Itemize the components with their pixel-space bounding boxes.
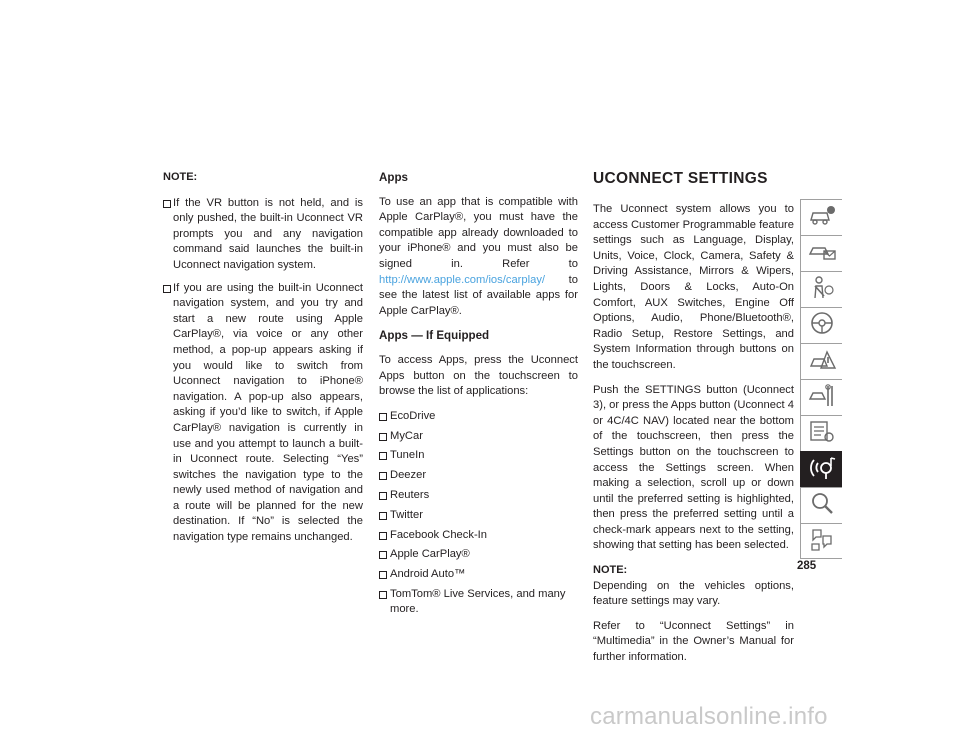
languages-icon [807, 526, 837, 557]
vehicle-info-icon [807, 202, 837, 233]
service-tools-icon [807, 382, 837, 413]
right-column [593, 170, 794, 675]
note-text: Depending on the vehicles options, feature settings may vary. [593, 579, 794, 608]
note-label: NOTE: [163, 171, 198, 183]
page-number: 285 [797, 560, 817, 572]
specifications-icon [807, 418, 837, 449]
checkbox-bullet-icon [379, 492, 387, 500]
chapter-tab[interactable] [800, 451, 842, 487]
settings-paragraph: The Uconnect system allows you to access Customer Programmable feature settings such as Language, Display, Units, Voice, Clock, Camera, Safety & Driving Assistance, Mirrors & Wipers, Lights, Doors & Locks, Auto-On Comfort, AUX Switches, Engine Off Options, Audio, Phone/Bluetooth®, Radio Setup, Restore Settings, and System Information through buttons on the touchscreen. [593, 203, 794, 371]
note-bullet-text: If you are using the built-in Uconnect navigation system, and you try and start a new route using Apple CarPlay®, via voice or any other method, a pop-up appears asking if you would like to switch from Uconnect navigation to iPhone® navigation. A pop-up also appears, asking if you’d like to switch, if Apple CarPlay® navigation is currently in use and you attempt to launch a built-in Uconnect route. Selecting “Yes” switches the navigation type to the newly used method of navigation and a route will be planned for the new destination. If “No” is selected the navigation type remains unchanged. [173, 281, 363, 544]
checkbox-bullet-icon [379, 413, 387, 421]
apps-heading: Apps [379, 171, 408, 184]
list-item [379, 587, 578, 616]
chapter-tab[interactable] [800, 487, 842, 523]
checkbox-bullet-icon [379, 591, 387, 599]
list-item [379, 508, 578, 523]
section-title: UCONNECT SETTINGS [593, 170, 768, 187]
settings-paragraph: Refer to “Uconnect Settings” in “Multimedia” in the Owner’s Manual for further information. [593, 619, 794, 664]
envelope-icon [807, 238, 837, 269]
app-list [379, 409, 578, 616]
note-label: NOTE: [593, 564, 628, 577]
middle-column [379, 170, 578, 616]
app-name: Twitter [390, 508, 423, 521]
app-name: Facebook Check-In [390, 528, 488, 541]
app-name: TomTom® Live Services, and many more. [390, 587, 566, 616]
app-name: Apple CarPlay® [390, 548, 470, 561]
chapter-tab[interactable] [800, 343, 842, 379]
apps-paragraph [379, 195, 578, 320]
chapter-tab[interactable] [800, 307, 842, 343]
checkbox-bullet-icon [379, 532, 387, 540]
watermark: carmanualsonline.info [590, 703, 828, 730]
checkbox-bullet-icon [379, 452, 387, 460]
list-item [379, 488, 578, 503]
checkbox-bullet-icon [379, 571, 387, 579]
checkbox-bullet-icon [379, 433, 387, 441]
search-icon [807, 490, 837, 521]
apps-text: to see the latest list of available apps for Apple CarPlay®. [379, 273, 578, 317]
chapter-tab[interactable] [800, 235, 842, 271]
chapter-tab[interactable] [800, 379, 842, 415]
apps-equipped-heading: Apps — If Equipped [379, 329, 490, 343]
list-item [379, 547, 578, 562]
checkbox-bullet-icon [379, 512, 387, 520]
settings-paragraph: Push the SETTINGS button (Uconnect 3), or press the Apps button (Uconnect 4 or 4C/4C NAV) located near the bottom of the touchscreen, then press the Settings button on the touchscreen to access the Settings screen. When making a selection, scroll up or down until the preferred setting is highlighted, then press the preferred setting until a check-mark appears next to the setting, showing that setting has been selected. [593, 383, 794, 552]
list-item [379, 567, 578, 582]
checkbox-bullet-icon [163, 200, 171, 208]
checkbox-bullet-icon [163, 285, 171, 293]
app-name: Deezer [390, 469, 427, 482]
note-bullet-text: If the VR button is not held, and is only pushed, the built-in Uconnect VR prompts you and any navigation command said launches the built-in Uconnect navigation system. [173, 196, 363, 271]
list-item [379, 409, 578, 424]
steering-wheel-icon [807, 310, 837, 341]
multimedia-icon [807, 454, 837, 485]
app-name: TuneIn [390, 449, 425, 462]
app-name: Reuters [390, 488, 430, 501]
apps-text: To use an app that is compatible with Apple CarPlay®, you must have the compatible app already downloaded to your iPhone® and you must also be signed in. Refer to [379, 195, 578, 270]
chapter-tab[interactable] [800, 415, 842, 451]
app-name: EcoDrive [390, 409, 436, 422]
warning-vehicle-icon [807, 346, 837, 377]
left-column [163, 170, 363, 553]
chapter-tab[interactable] [800, 271, 842, 307]
list-item [379, 528, 578, 543]
list-item [379, 448, 578, 463]
note-bullet [163, 196, 363, 274]
list-item [379, 468, 578, 483]
app-name: Android Auto™ [390, 568, 466, 581]
chapter-tabs [800, 199, 842, 559]
carplay-link[interactable]: http://www.apple.com/ios/carplay/ [379, 273, 546, 286]
note-bullet [163, 281, 363, 546]
list-item [379, 429, 578, 444]
checkbox-bullet-icon [379, 472, 387, 480]
apps-equipped-paragraph: To access Apps, press the Uconnect Apps button on the touchscreen to browse the list of applications: [379, 353, 578, 398]
app-name: MyCar [390, 429, 423, 442]
chapter-tab[interactable] [800, 199, 842, 235]
seatbelt-icon [807, 274, 837, 305]
checkbox-bullet-icon [379, 551, 387, 559]
chapter-tab[interactable] [800, 523, 842, 559]
